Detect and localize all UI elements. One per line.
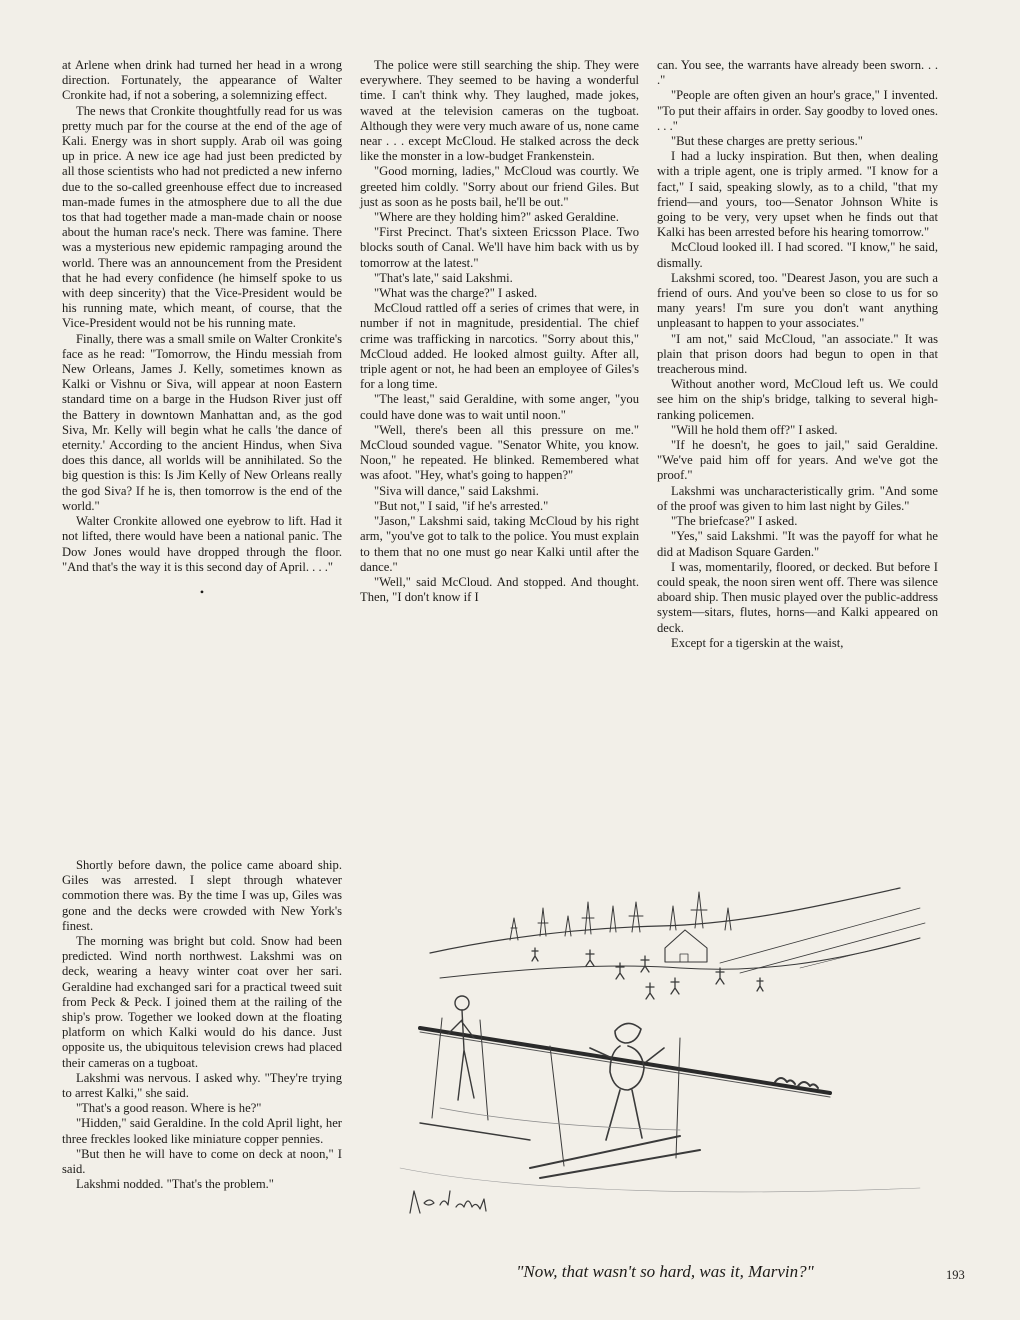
distant-hill — [430, 888, 900, 953]
paragraph: Finally, there was a small smile on Walter Cronkite's face as he read: "Tomorrow, the Hindu messiah from New Orleans, James J. Kelly, sometimes known as Kalki or Vishnu or Siva, will appear at noon Eastern standard time on a barge in the Hudson River just off the Battery in downtown Manhattan and, as the god Siva, Mr. Kelly will begin what he calls 'the dance of eternity.' According to the ancient Hindus, when Siva does this dance, all worlds will be annihilated. So the big question is this: Is Jim Kelly of New Orleans really the god Siva? If he is, then tomorrow is the end of the world." — [62, 331, 342, 513]
paragraph: "I am not," said McCloud, "an associate." It was plain that prison doors had begun to open in that treacherous mind. — [657, 331, 938, 377]
paragraph: Lakshmi was nervous. I asked why. "They're trying to arrest Kalki," she said. — [62, 1070, 342, 1101]
paragraph: "Will he hold them off?" I asked. — [671, 422, 838, 437]
paragraph: Lakshmi nodded. "That's the problem." — [76, 1177, 274, 1192]
paragraph: I had a lucky inspiration. But then, when dealing with a triple agent, one is triply armed. "I know for a fact," I said, speaking slowly, as to a child, "that my friend—and yours, too—Senator Johnson White is going to be very, very upset when he finds out that Kalki has been arrested before his hearing tomorrow." — [657, 149, 938, 240]
paragraph: Without another word, McCloud left us. We could see him on the ship's bridge, talking to several high-ranking policemen. — [657, 377, 938, 422]
paragraph: I was, momentarily, floored, or decked. But before I could speak, the noon siren went off. There was silence aboard ship. Then music played over the public-address system—sitars, flutes, horns—and Kalki appeared on deck. — [657, 559, 938, 635]
column-2 — [360, 58, 639, 605]
tree-line — [510, 892, 731, 940]
paragraph: "But these charges are pretty serious." — [671, 134, 863, 149]
paragraph: The morning was bright but cold. Snow had been predicted. Wind north northwest. Lakshmi was on deck, wearing a heavy winter coat over her sari. Geraldine had exchanged sari for a practical tweed suit from Peck & Peck. I joined them at the railing of the ship's prow. Together we looked down at the floating platform on which Kalki would do his dance. Just opposite us, the ubiquitous television crews had placed their cameras on a tugboat. — [62, 934, 342, 1070]
paragraph: "But not," I said, "if he's arrested." — [374, 498, 549, 513]
skier-front — [550, 1023, 680, 1166]
column-1-continued — [62, 858, 342, 1192]
paragraph: "The least," said Geraldine, with some anger, "you could have done was to wait until noon." — [360, 392, 639, 422]
paragraph: "That's late," said Lakshmi. — [374, 270, 513, 285]
distant-skiers — [532, 948, 763, 999]
paragraph: Walter Cronkite allowed one eyebrow to lift. Had it not lifted, there would have been a national panic. The Dow Jones would have dropped through the floor. "And that's the way it is this second day of April. . . ." — [62, 514, 342, 574]
slope-line — [800, 938, 920, 968]
paragraph: McCloud looked ill. I had scored. "I know," he said, dismally. — [657, 240, 938, 270]
paragraph: "Good morning, ladies," McCloud was courtly. We greeted him coldly. "Sorry about our friend Giles. But just as soon as he posts bail, he'll be out." — [360, 164, 639, 209]
column-3 — [657, 58, 938, 651]
paragraph: The police were still searching the ship. They were everywhere. They seemed to be having a wonderful time. I can't think why. They laughed, made jokes, waved at the television cameras on the tugboat. Although they were very much aware of us, none came near . . . except McCloud. He stalked across the deck like the monster in a low-budget Frankenstein. — [360, 58, 639, 164]
slope-line — [720, 908, 920, 963]
paragraph: Shortly before dawn, the police came aboard ship. Giles was arrested. I slept through whatever commotion there was. By the time I was up, Giles was gone and the decks were crowded with New York's finest. — [62, 858, 342, 933]
paragraph: McCloud rattled off a series of crimes that were, in number if not in magnitude, presidential. The chief crime was trafficking in narcotics. "Sorry about this," McCloud added. He looked almost guilty. After all, triple agent or not, he had been an employee of Giles's for a long time. — [360, 301, 639, 392]
page-number: 193 — [946, 1268, 965, 1282]
paragraph: can. You see, the warrants have already been sworn. . . ." — [657, 58, 938, 88]
slope-line — [740, 923, 925, 973]
paragraph: Lakshmi was uncharacteristically grim. "And some of the proof was given to him last night by Giles." — [657, 483, 938, 513]
paragraph: "Jason," Lakshmi said, taking McCloud by his right arm, "you've got to talk to the police. You must explain to them that no one must go near Kalki until after the dance." — [360, 514, 639, 574]
ski-lift-cartoon — [380, 868, 950, 1248]
paragraph: "That's a good reason. Where is he?" — [76, 1101, 262, 1116]
artist-signature — [410, 1191, 486, 1213]
column-1 — [62, 58, 342, 612]
section-break: • — [199, 584, 205, 599]
paragraph: Lakshmi scored, too. "Dearest Jason, you are such a friend of ours. And you've been so close to us for so many years! I'm sure you don't want anything unpleasant to happen to your associates." — [657, 270, 938, 331]
paragraph: "People are often given an hour's grace," I invented. "To put their affairs in order. Say goodby to loved ones. . . ." — [657, 88, 938, 133]
cartoon-caption: "Now, that wasn't so hard, was it, Marvin?" — [516, 1262, 814, 1281]
paragraph: "Well," said McCloud. And stopped. And thought. Then, "I don't know if I — [360, 574, 639, 605]
paragraph: "But then he will have to come on deck at noon," I said. — [62, 1146, 342, 1177]
paragraph: "The briefcase?" I asked. — [671, 514, 798, 529]
paragraph: "First Precinct. That's sixteen Ericsson Place. Two blocks south of Canal. We'll have him back with us by tomorrow at the latest." — [360, 225, 639, 270]
paragraph: Except for a tigerskin at the waist, — [671, 635, 844, 650]
skis — [420, 1123, 530, 1140]
paragraph: "Siva will dance," said Lakshmi. — [374, 483, 539, 498]
skier-back — [432, 996, 488, 1120]
paragraph: "Yes," said Lakshmi. "It was the payoff for what he did at Madison Square Garden." — [657, 529, 938, 559]
paragraph: The news that Cronkite thoughtfully read for us was pretty much par for the course at the end of the age of Kali. Energy was in short supply. Arab oil was going up in price. A new ice age had just been predicted by all those scientists who had not predicted a new inferno due to the so-called greenhouse effect due to increased man-made fumes in the atmosphere due to all the due tos that had together made a man-made chain or noose about the human race's neck. There was famine. There was a mysterious new epidemic rampaging around the world. There was an announcement from the President that he had every confidence (he himself spoke to us with deep sincerity) that the Vice-President would be his running mate, which meant, of course, that the Vice-President would not be his running mate. — [62, 103, 342, 331]
paragraph: "Where are they holding him?" asked Geraldine. — [374, 210, 619, 225]
paragraph: "If he doesn't, he goes to jail," said Geraldine. "We've paid him off for years. And we've got the proof." — [657, 438, 938, 483]
paragraph: at Arlene when drink had turned her head in a wrong direction. Fortunately, the appearance of Walter Cronkite had, if not a sobering, a solemnizing effect. — [62, 58, 342, 103]
paragraph: "Well, there's been all this pressure on me." McCloud sounded vague. "Senator White, you know. Noon," he repeated. He blinked. Remembered what was afoot. "Hey, what's going to happen?" — [360, 422, 639, 483]
skis — [530, 1136, 700, 1178]
lodge — [665, 930, 707, 962]
paragraph: "What was the charge?" I asked. — [374, 286, 538, 301]
paragraph: "Hidden," said Geraldine. In the cold April light, her three freckles looked like miniature copper pennies. — [62, 1116, 342, 1146]
